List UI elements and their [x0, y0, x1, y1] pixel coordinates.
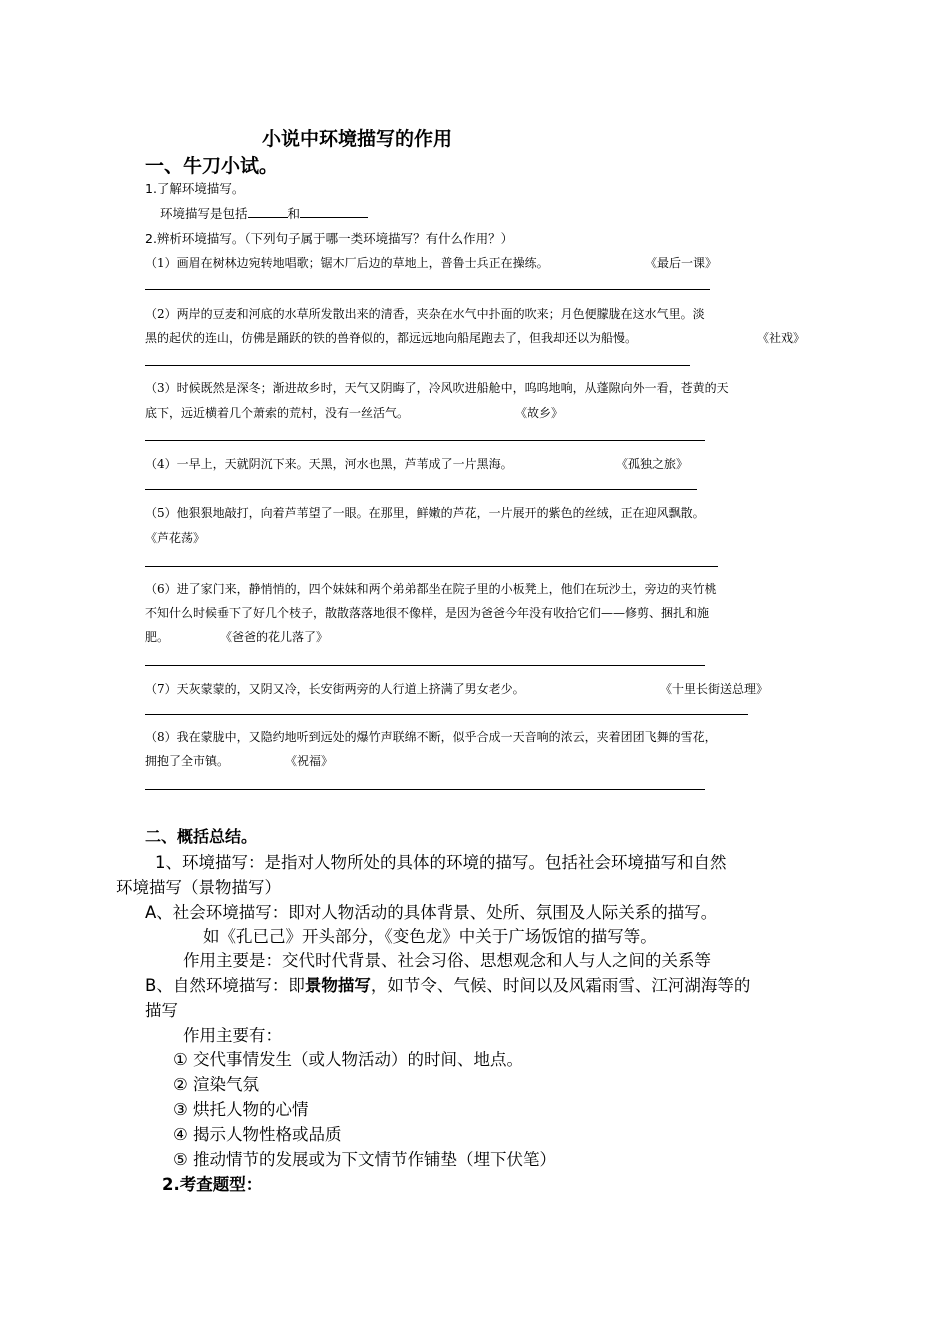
natural-function-item-3: ③ 烘托人物的心情	[173, 1100, 309, 1119]
social-environment-function: 作用主要是：交代时代背景、社会习俗、思想观念和人与人之间的关系等	[183, 951, 711, 970]
example-2-line-2: 黑的起伏的连山，仿佛是踊跃的铁的兽脊似的，都远远地向船尾跑去了，但我却还以为船慢。	[145, 331, 638, 345]
example-2-line-1: （2）两岸的豆麦和河底的水草所发散出来的清香，夹杂在水气中扑面的吹来；月色便朦胧在这水气里。淡	[145, 307, 705, 321]
natural-def-keyword: 景物描写	[304, 976, 371, 995]
example-3-line-2: 底下，远近横着几个萧索的荒村，没有一丝活气。	[145, 406, 410, 420]
answer-line-5[interactable]	[145, 566, 718, 567]
answer-line-2[interactable]	[145, 365, 690, 366]
example-6-line-2: 不知什么时候垂下了好几个枝子，散散落落地很不像样，是因为爸爸今年没有收拾它们——修剪、捆扎和施	[145, 606, 710, 620]
natural-function-label: 作用主要有：	[183, 1026, 282, 1045]
example-6-line-1: （6）进了家门来，静悄悄的，四个妹妹和两个弟弟都坐在院子里的小板凳上，他们在玩沙土，旁边的夹竹桃	[145, 582, 717, 596]
example-5-source: 《芦花荡》	[145, 531, 206, 545]
question-2-label: 2.辨析环境描写。（下列句子属于哪一类环境描写？有什么作用？）	[145, 231, 514, 246]
question-1-fill-in	[160, 204, 368, 222]
social-environment-definition: A、社会环境描写：即对人物活动的具体背景、处所、氛围及人际关系的描写。	[145, 903, 718, 922]
example-8-line-2: 拥抱了全市镇。	[145, 754, 230, 768]
example-7-source: 《十里长街送总理》	[660, 682, 769, 696]
fill-in-text-a: 环境描写是包括	[160, 206, 248, 221]
social-environment-example: 如《孔已己》开头部分，《变色龙》中关于广场饭馆的描写等。	[203, 927, 657, 946]
example-5-text: （5）他狠狠地敲打，向着芦苇望了一眼。在那里，鲜嫩的芦花，一片展开的紫色的丝绒，正在迎风飘散。	[145, 506, 705, 520]
example-4-source: 《孤独之旅》	[616, 457, 689, 471]
example-4-text: （4）一早上，天就阴沉下来。天黑，河水也黑，芦苇成了一片黑海。	[145, 457, 513, 471]
answer-line-8[interactable]	[145, 789, 705, 790]
answer-line-4[interactable]	[145, 489, 697, 490]
natural-environment-definition	[145, 972, 750, 996]
example-2-source: 《社戏》	[757, 331, 806, 345]
example-8-line-1: （8）我在蒙胧中，又隐约地听到远处的爆竹声联绵不断，似乎合成一天音响的浓云，夹着团团飞舞的雪花，	[145, 730, 717, 744]
answer-line-6[interactable]	[145, 665, 705, 666]
example-7-text: （7）天灰蒙蒙的，又阴又冷，长安街两旁的人行道上挤满了男女老少。	[145, 682, 525, 696]
answer-line-7[interactable]	[145, 714, 748, 715]
example-3-line-1: （3）时候既然是深冬；渐进故乡时，天气又阴晦了，冷风吹进船舱中，呜呜地响，从蓬隙向外一看，苍黄的天	[145, 381, 729, 395]
example-1-source: 《最后一课》	[645, 256, 718, 270]
fill-in-text-b: 和	[287, 206, 301, 221]
question-types-label: 2.考查题型：	[162, 1175, 263, 1194]
example-6-source: 《爸爸的花儿落了》	[220, 630, 329, 644]
answer-blank-1[interactable]	[248, 204, 288, 218]
question-1-label: 1.了解环境描写。	[145, 181, 245, 196]
example-8-source: 《祝福》	[285, 754, 334, 768]
natural-function-item-4: ④ 揭示人物性格或品质	[173, 1125, 342, 1144]
natural-function-item-5: ⑤ 推动情节的发展或为下文情节作铺垫（埋下伏笔）	[173, 1150, 557, 1169]
page-title: 小说中环境描写的作用	[262, 128, 453, 150]
example-6-line-3: 肥。	[145, 630, 170, 644]
summary-point-1-line-2: 环境描写（景物描写）	[116, 878, 281, 897]
section-1-heading: 一、牛刀小试。	[145, 155, 279, 177]
natural-def-prefix: B、自然环境描写：即	[145, 976, 305, 995]
section-2-heading: 二、概括总结。	[145, 827, 258, 846]
example-3-source: 《故乡》	[515, 406, 564, 420]
natural-def-suffix: ，如节令、气候、时间以及风霜雨雪、江河湖海等的	[370, 976, 751, 995]
summary-point-1-line-1: 1、环境描写：是指对人物所处的具体的环境的描写。包括社会环境描写和自然	[155, 853, 727, 872]
answer-line-3[interactable]	[145, 440, 705, 441]
natural-function-item-2: ② 渲染气氛	[173, 1075, 260, 1094]
natural-function-item-1: ① 交代事情发生（或人物活动）的时间、地点。	[173, 1050, 524, 1069]
answer-line-1[interactable]	[145, 289, 710, 290]
answer-blank-2[interactable]	[300, 204, 368, 218]
example-1-text: （1）画眉在树林边宛转地唱歌；锯木厂后边的草地上，普鲁士兵正在操练。	[145, 256, 549, 270]
natural-environment-definition-line-2: 描写	[145, 1001, 178, 1020]
